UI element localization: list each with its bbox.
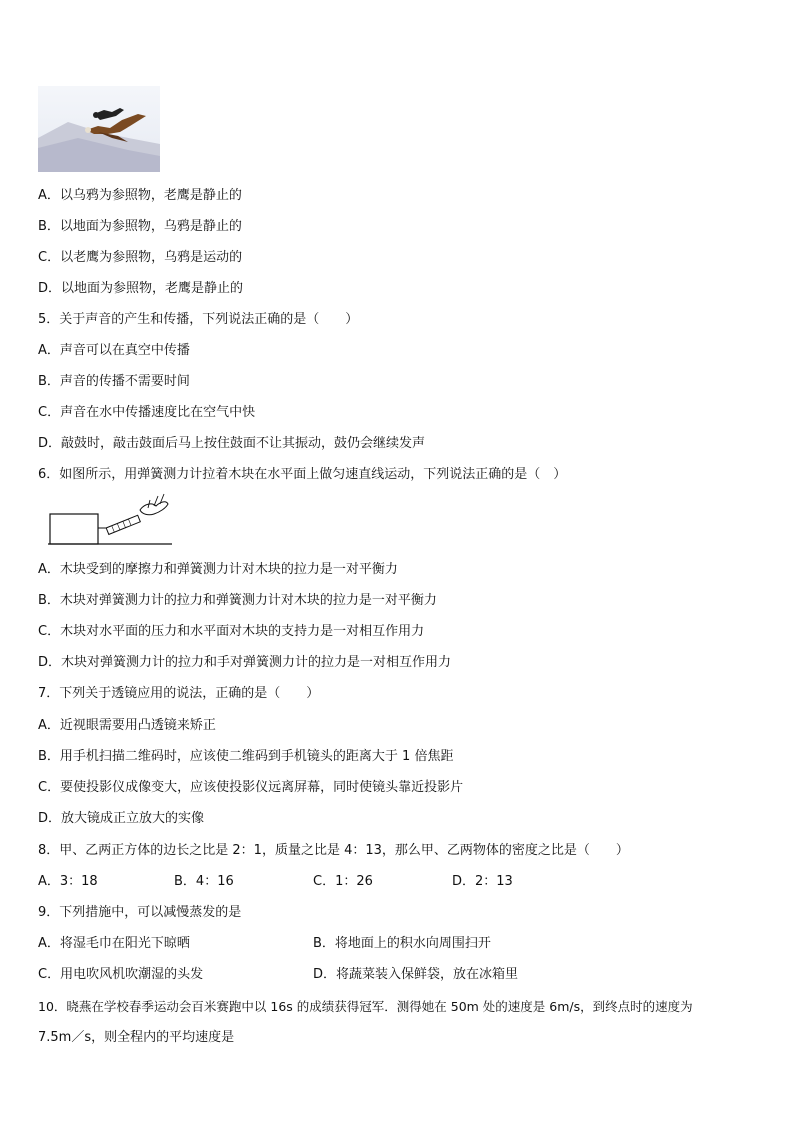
q9-option-c: C．用电吹风机吹潮湿的头发	[38, 967, 204, 982]
q6-option-b: B．木块对弹簧测力计的拉力和弹簧测力计对木块的拉力是一对平衡力	[38, 593, 437, 608]
q7-stem: 7．下列关于透镜应用的说法，正确的是（ ）	[38, 686, 320, 701]
q8-option-a: A．3：18	[38, 874, 98, 889]
q4-option-c: C．以老鹰为参照物，乌鸦是运动的	[38, 250, 243, 265]
q4-option-b: B．以地面为参照物，乌鸦是静止的	[38, 219, 242, 234]
q5-option-d: D．敲鼓时，敲击鼓面后马上按住鼓面不让其振动，鼓仍会继续发声	[38, 436, 426, 451]
q9-option-a: A．将湿毛巾在阳光下晾晒	[38, 936, 190, 951]
q7-option-b: B．用手机扫描二维码时，应该使二维码到手机镜头的距离大于 1 倍焦距	[38, 749, 454, 764]
q10-stem-line1: 10．晓燕在学校春季运动会百米赛跑中以 16s 的成绩获得冠军．测得她在 50m 处的速度是 6m/s，到终点时的速度为	[38, 999, 693, 1014]
q7-option-c: C．要使投影仪成像变大，应该使投影仪远离屏幕，同时使镜头靠近投影片	[38, 780, 464, 795]
q6-option-c: C．木块对水平面的压力和水平面对木块的支持力是一对相互作用力	[38, 624, 425, 639]
q7-option-d: D．放大镜成正立放大的实像	[38, 811, 205, 826]
block-spring-scale-diagram	[44, 490, 176, 550]
q6-option-a: A．木块受到的摩擦力和弹簧测力计对木块的拉力是一对平衡力	[38, 562, 398, 577]
q6-stem: 6．如图所示，用弹簧测力计拉着木块在水平面上做匀速直线运动，下列说法正确的是（ ）	[38, 467, 567, 482]
q5-stem: 5．关于声音的产生和传播，下列说法正确的是（ ）	[38, 312, 359, 327]
eagle-crow-photo	[38, 86, 160, 172]
q4-option-d: D．以地面为参照物，老鹰是静止的	[38, 281, 244, 296]
q8-stem: 8．甲、乙两正方体的边长之比是 2：1，质量之比是 4：13，那么甲、乙两物体的密度之比是（ ）	[38, 843, 629, 858]
q6-option-d: D．木块对弹簧测力计的拉力和手对弹簧测力计的拉力是一对相互作用力	[38, 655, 452, 670]
q9-stem: 9．下列措施中，可以减慢蒸发的是	[38, 905, 242, 920]
q10-stem-line2: 7.5m／s，则全程内的平均速度是	[38, 1030, 235, 1045]
q4-option-a: A．以乌鸦为参照物，老鹰是静止的	[38, 188, 242, 203]
q9-option-b: B．将地面上的积水向周围扫开	[313, 936, 491, 951]
q9-option-d: D．将蔬菜装入保鲜袋，放在冰箱里	[313, 967, 519, 982]
q7-option-a: A．近视眼需要用凸透镜来矫正	[38, 718, 216, 733]
q8-option-d: D．2：13	[452, 874, 513, 889]
q8-option-c: C．1：26	[313, 874, 373, 889]
q5-option-c: C．声音在水中传播速度比在空气中快	[38, 405, 256, 420]
q5-option-a: A．声音可以在真空中传播	[38, 343, 190, 358]
q5-option-b: B．声音的传播不需要时间	[38, 374, 190, 389]
q8-option-b: B．4：16	[174, 874, 234, 889]
